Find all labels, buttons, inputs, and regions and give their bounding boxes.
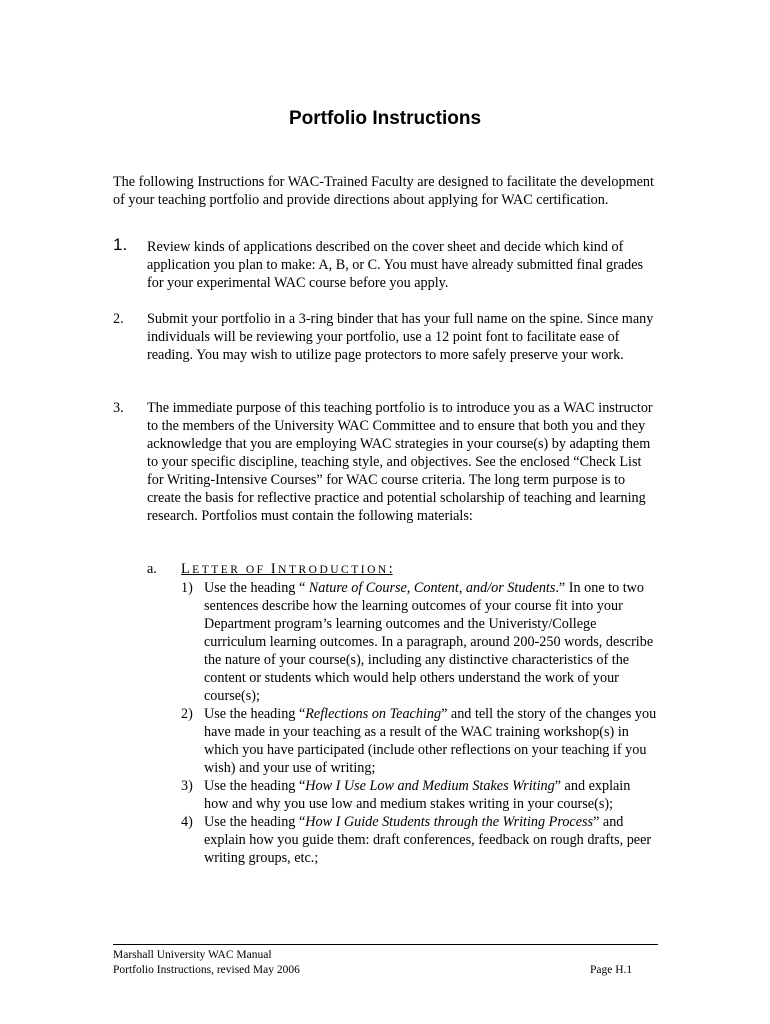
- footer-revision: Portfolio Instructions, revised May 2006: [113, 964, 300, 976]
- footer-manual-name: Marshall University WAC Manual: [113, 949, 272, 961]
- footer-divider: [113, 944, 658, 945]
- point-number: 4): [181, 814, 193, 830]
- list-number: 1.: [113, 235, 128, 254]
- ordered-point-3: [181, 777, 657, 813]
- list-item-text: Review kinds of applications described on the cover sheet and decide which kind of application you plan to make: A, B, or C. You must have already submitted final grades for your experimental WAC course before you apply.: [147, 239, 644, 291]
- point-text: Use the heading “ Nature of Course, Content, and/or Students.” In one to two sentences describe how the learning outcomes of your course fit into your Department program’s learning outcomes and the Univeristy/College curriculum learning outcomes. In a paragraph, around 200-250 words, describe the nature of your course(s), including any distinctive characteristics of the content or students which would help others understand the work of your course(s);: [204, 580, 654, 704]
- list-item-3: [113, 399, 658, 525]
- list-item-2: [113, 310, 658, 364]
- list-number: 2.: [113, 311, 124, 327]
- point-number: 3): [181, 778, 193, 794]
- intro-paragraph: The following Instructions for WAC-Trained Faculty are designed to facilitate the development of your teaching portfolio and provide directions about applying for WAC certification.: [113, 174, 654, 208]
- footer-page-number: Page H.1: [590, 964, 633, 976]
- list-item-text: The immediate purpose of this teaching portfolio is to introduce you as a WAC instructor to the members of the University WAC Committee and to ensure that both you and they acknowledge that you are employing WAC strategies in your course(s) by adapting them to your specific discipline, teaching style, and objectives. See the enclosed “Check List for Writing-Intensive Courses” for WAC course criteria. The long term purpose is to create the basis for reflective practice and potential scholarship of teaching and learning research. Portfolios must contain the following materials:: [147, 400, 653, 524]
- list-number: 3.: [113, 400, 124, 416]
- point-number: 1): [181, 580, 193, 596]
- list-item-text: Submit your portfolio in a 3-ring binder that has your full name on the spine. Since many individuals will be reviewing your portfolio, use a 12 point font to facilitate ease of reading. You may wish to utilize page protectors to more safely preserve your work.: [147, 311, 654, 363]
- point-text: Use the heading “Reflections on Teaching” and tell the story of the changes you have made in your teaching as a result of the WAC training workshop(s) in which you have participated (include other reflections on your teaching if you wish) and your use of writing;: [204, 706, 657, 776]
- list-item-1: [113, 235, 658, 292]
- ordered-point-1: [181, 579, 657, 705]
- ordered-point-4: [181, 813, 657, 867]
- point-text: Use the heading “How I Guide Students through the Writing Process” and explain how you guide them: draft conferences, feedback on rough drafts, peer writing groups, etc.;: [204, 814, 652, 866]
- point-text: Use the heading “How I Use Low and Medium Stakes Writing” and explain how and why you use low and medium stakes writing in your course(s);: [204, 778, 631, 812]
- letter-of-introduction-heading: LETTER OF INTRODUCTION:: [181, 561, 393, 577]
- sub-section-letter: a.: [147, 561, 157, 577]
- page-title: Portfolio Instructions: [288, 108, 482, 129]
- sub-section-a: [147, 560, 657, 867]
- ordered-point-2: [181, 705, 657, 777]
- point-number: 2): [181, 706, 193, 722]
